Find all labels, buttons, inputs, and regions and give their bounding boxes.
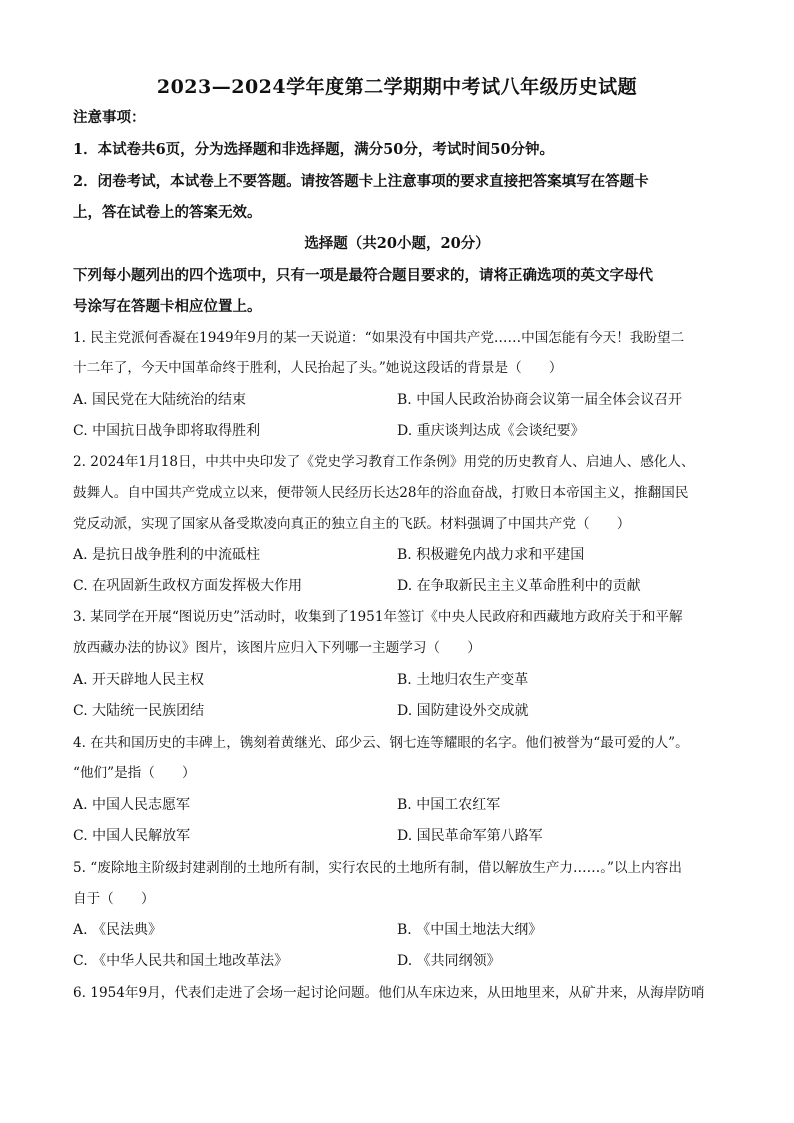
question-5-option-b[interactable]: B. 《中国土地法大纲》 bbox=[397, 922, 543, 938]
section-instruction-line-1: 下列每小题列出的四个选项中，只有一项是最符合题目要求的，请将正确选项的英文字母代 bbox=[73, 267, 653, 284]
question-3-line-1: 3. 某同学在开展“图说历史”活动时，收集到了1951年签订《中央人民政府和西藏地方政府关于和平解 bbox=[73, 609, 683, 625]
question-5-line-2: 自于（ ） bbox=[73, 891, 155, 907]
question-3-line-2: 放西藏办法的协议》图片，该图片应归入下列哪一主题学习（ ） bbox=[73, 640, 481, 656]
question-1-option-d[interactable]: D. 重庆谈判达成《会谈纪要》 bbox=[397, 423, 585, 439]
question-5-line-1: 5. “废除地主阶级封建剥削的土地所有制，实行农民的土地所有制，借以解放生产力……。”以上内容出 bbox=[73, 860, 682, 876]
question-4-line-1: 4. 在共和国历史的丰碑上，镌刻着黄继光、邱少云、钢七连等耀眼的名字。他们被誉为“最可爱的人”。 bbox=[73, 735, 689, 751]
question-4-option-d[interactable]: D. 国民革命军第八路军 bbox=[397, 828, 543, 844]
section-instruction-line-2: 号涂写在答题卡相应位置上。 bbox=[73, 298, 262, 315]
question-4-option-c[interactable]: C. 中国人民解放军 bbox=[73, 828, 191, 844]
notice-item-2-line-2: 上，答在试卷上的答案无效。 bbox=[73, 204, 262, 221]
question-4-option-b[interactable]: B. 中国工农红军 bbox=[397, 797, 501, 813]
question-3-option-a[interactable]: A. 开天辟地人民主权 bbox=[73, 672, 205, 688]
question-2-line-2: 鼓舞人。自中国共产党成立以来，便带领人民经历长达28年的浴血奋战，打败日本帝国主义，推翻国民 bbox=[73, 485, 689, 501]
notice-item-2-line-1: 2．闭卷考试，本试卷上不要答题。请按答题卡上注意事项的要求直接把答案填写在答题卡 bbox=[73, 173, 649, 190]
question-3-option-b[interactable]: B. 土地归农生产变革 bbox=[397, 672, 529, 688]
question-2-line-1: 2. 2024年1月18日，中共中央印发了《党史学习教育工作条例》用党的历史教育人、启迪人、感化人、 bbox=[73, 454, 695, 470]
question-1-line-1: 1. 民主党派何香凝在1949年9月的某一天说道：“如果没有中国共产党……中国怎能有今天！我盼望二 bbox=[73, 330, 685, 346]
question-5-option-a[interactable]: A. 《民法典》 bbox=[73, 922, 163, 938]
question-4-option-a[interactable]: A. 中国人民志愿军 bbox=[73, 797, 191, 813]
question-2-option-a[interactable]: A. 是抗日战争胜利的中流砥柱 bbox=[73, 547, 261, 563]
question-2-option-d[interactable]: D. 在争取新民主主义革命胜利中的贡献 bbox=[397, 578, 641, 594]
question-1-option-b[interactable]: B. 中国人民政治协商会议第一届全体会议召开 bbox=[397, 392, 683, 408]
question-5-option-c[interactable]: C. 《中华人民共和国土地改革法》 bbox=[73, 953, 289, 969]
question-1-option-c[interactable]: C. 中国抗日战争即将取得胜利 bbox=[73, 423, 261, 439]
page-title: 2023—2024学年度第二学期期中考试八年级历史试题 bbox=[156, 76, 638, 98]
notice-item-1: 1．本试卷共6页，分为选择题和非选择题，满分50分，考试时间50分钟。 bbox=[73, 141, 555, 158]
question-3-option-c[interactable]: C. 大陆统一民族团结 bbox=[73, 703, 205, 719]
question-2-option-c[interactable]: C. 在巩固新生政权方面发挥极大作用 bbox=[73, 578, 303, 594]
question-1-option-a[interactable]: A. 国民党在大陆统治的结束 bbox=[73, 392, 247, 408]
notice-heading: 注意事项： bbox=[73, 109, 146, 126]
question-6-line-1: 6. 1954年9月，代表们走进了会场一起讨论问题。他们从车床边来，从田地里来，从矿井来，从海岸防哨 bbox=[73, 985, 705, 1001]
question-4-line-2: “他们”是指（ ） bbox=[73, 765, 196, 781]
question-2-option-b[interactable]: B. 积极避免内战力求和平建国 bbox=[397, 547, 585, 563]
question-3-option-d[interactable]: D. 国防建设外交成就 bbox=[397, 703, 529, 719]
section-title: 选择题（共20小题，20分） bbox=[304, 235, 490, 252]
question-1-line-2: 十二年了，今天中国革命终于胜利，人民抬起了头。”她说这段话的背景是（ ） bbox=[73, 360, 563, 376]
question-5-option-d[interactable]: D. 《共同纲领》 bbox=[397, 953, 501, 969]
question-2-line-3: 党反动派，实现了国家从备受欺凌向真正的独立自主的飞跃。材料强调了中国共产党（ ） bbox=[73, 516, 631, 532]
